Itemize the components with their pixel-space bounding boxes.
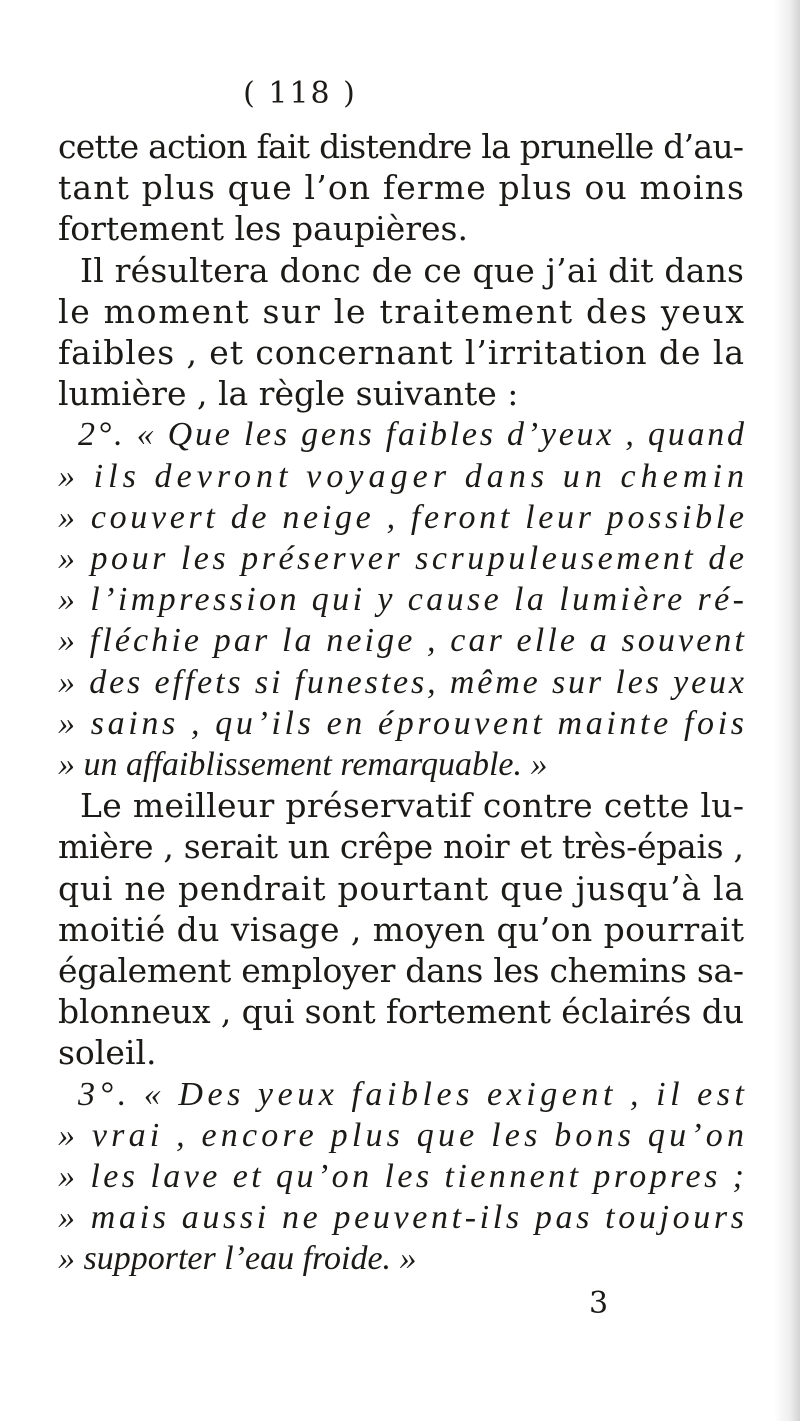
text-line: » pour les préserver scrupuleusement de [58,540,748,577]
text-line: » les lave et qu’on les tiennent propres ; [58,1158,748,1195]
text-line: également employer dans les chemins sa- [58,951,744,990]
text-line: » un affaiblissement remarquable. » [58,746,548,783]
text-line: » couvert de neige , feront leur possible [58,498,748,536]
text-line: » des effets si funestes, même sur les yeux [58,663,747,701]
signature-mark: 3 [589,1285,609,1321]
text-line: fortement les paupières. [58,209,468,249]
text-line: 3°. « Des yeux faibles exigent , il est [78,1075,749,1113]
text-line: soleil. [58,1033,157,1073]
text-line: tant plus que l’on ferme plus ou moins [58,168,746,208]
text-line: Le meilleur préservatif contre cette lu- [80,786,745,826]
text-line: faibles , et concernant l’irritation de la [58,333,745,372]
text-line: » supporter l’eau froide. » [58,1240,417,1278]
text-line: moitié du visage , moyen qu’on pourrait [58,909,745,949]
text-line: » mais aussi ne peuvent-ils pas toujours [58,1199,748,1237]
text-line: 2°. « Que les gens faibles d’yeux , quand [78,416,747,454]
text-line: » fléchie par la neige , car elle a souvent [58,622,748,660]
text-line: Il résultera donc de ce que j’ai dit dans [80,250,745,290]
page-number-header: ( 118 ) [243,76,357,111]
text-line: blonneux , qui sont fortement éclairés du [58,992,744,1032]
text-line: lumière , la règle suivante : [58,374,519,414]
text-line: » vrai , encore plus que les bons qu’on [58,1116,749,1154]
page-edge-shadow [774,0,800,1421]
text-line: le moment sur le traitement des yeux [58,291,746,331]
text-line: mière , serait un crêpe noir et très-épais , [58,827,744,867]
text-line: cette action fait distendre la prunelle d’au- [58,127,744,166]
text-line: » ils devront voyager dans un chemin [58,457,750,495]
text-line: » sains , qu’ils en éprouvent mainte fois [58,704,748,742]
text-line: qui ne pendrait pourtant que jusqu’à la [58,868,745,908]
text-line: » l’impression qui y cause la lumière ré- [58,581,748,619]
